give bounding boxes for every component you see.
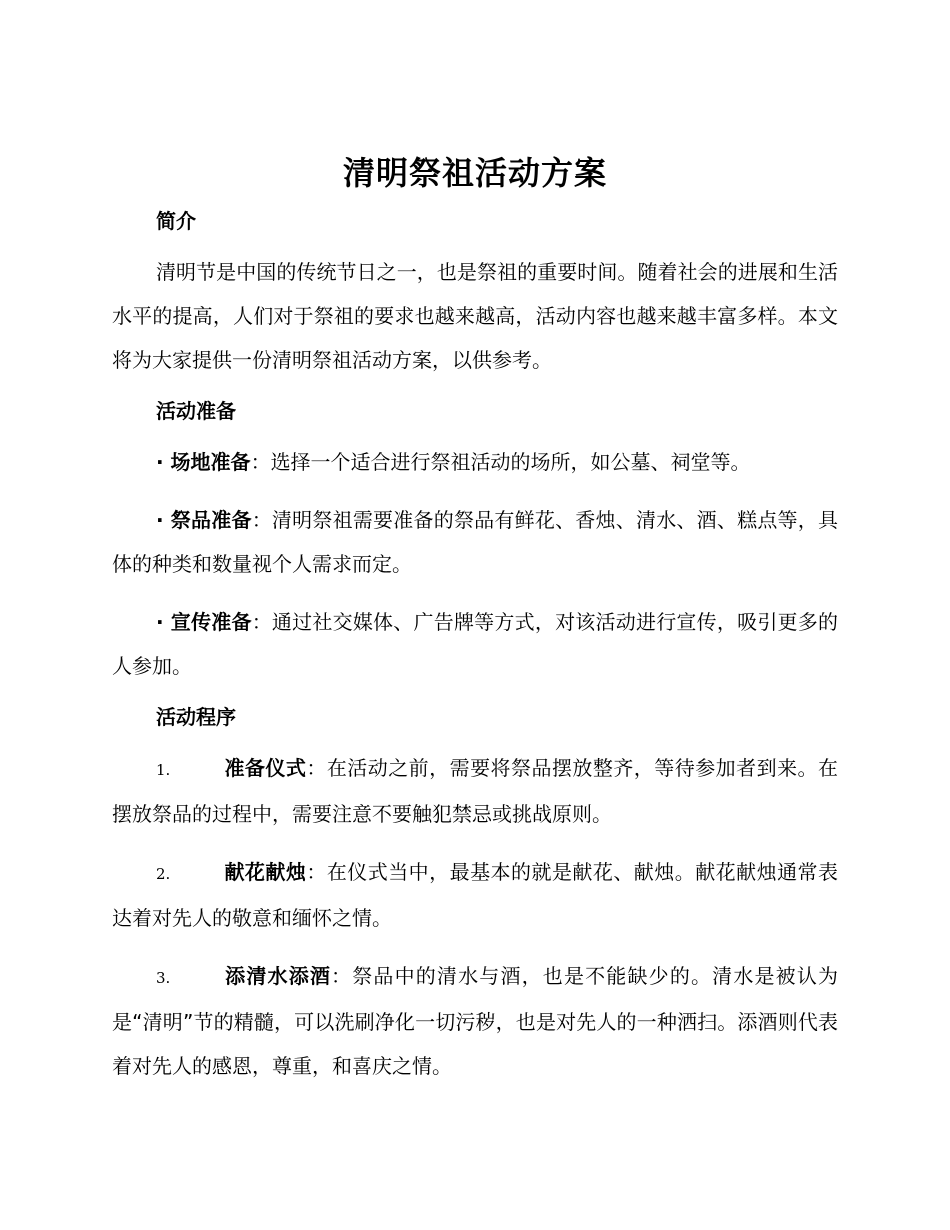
procedure-item-sep: ： bbox=[306, 756, 327, 780]
prep-item-label: · 宣传准备 bbox=[156, 610, 252, 634]
prep-item-label: · 祭品准备 bbox=[156, 508, 252, 532]
prep-item-venue bbox=[112, 440, 838, 484]
prep-item-label: · 场地准备 bbox=[156, 450, 251, 474]
procedure-item-text: 祭品中的清水与酒，也是不能缺少的。清水是被认为是“清明”节的精髓，可以洗刷净化一切污秽，也是对先人的一种洒扫。添酒则代表着对先人的感恩，尊重，和喜庆之情。 bbox=[112, 964, 839, 1078]
procedure-item-text: 在活动之前，需要将祭品摆放整齐，等待参加者到来。在摆放祭品的过程中，需要注意不要触犯禁忌或挑战原则。 bbox=[112, 756, 839, 826]
section-heading-preparation: 活动准备 bbox=[156, 399, 236, 423]
prep-item-sep: ： bbox=[250, 450, 271, 474]
prep-item-text: 通过社交媒体、广告牌等方式，对该活动进行宣传，吸引更多的人参加。 bbox=[112, 610, 839, 678]
intro-paragraph: 清明节是中国的传统节日之一，也是祭祖的重要时间。随着社会的进展和生活水平的提高，人们对于祭祖的要求也越来越高，活动内容也越来越丰富多样。本文将为大家提供一份清明祭祖活动方案，以供参考。 bbox=[112, 260, 838, 372]
procedure-item-sep: ： bbox=[331, 964, 353, 988]
prep-item-offerings bbox=[112, 498, 838, 586]
prep-item-text: 清明祭祖需要准备的祭品有鲜花、香烛、清水、酒、糕点等，具体的种类和数量视个人需求而定。 bbox=[112, 508, 839, 576]
procedure-item-ceremony bbox=[112, 746, 838, 836]
procedure-item-label: 准备仪式 bbox=[224, 756, 307, 780]
prep-item-text: 选择一个适合进行祭祖活动的场所，如公墓、祠堂等。 bbox=[270, 450, 751, 474]
procedure-item-label: 添清水添酒 bbox=[224, 964, 332, 988]
procedure-item-label: 献花献烛 bbox=[224, 860, 307, 884]
procedure-item-flowers-candles bbox=[112, 850, 838, 940]
procedure-item-number: 2. bbox=[156, 865, 171, 883]
document-title: 清明祭祖活动方案 bbox=[342, 154, 607, 192]
prep-item-sep: ： bbox=[251, 610, 272, 634]
procedure-item-text: 在仪式当中，最基本的就是献花、献烛。献花献烛通常表达着对先人的敬意和缅怀之情。 bbox=[112, 860, 839, 930]
prep-item-publicity bbox=[112, 600, 838, 688]
procedure-item-sep: ： bbox=[306, 860, 327, 884]
procedure-item-number: 3. bbox=[156, 969, 171, 987]
procedure-item-number: 1. bbox=[156, 761, 171, 779]
prep-item-sep: ： bbox=[251, 508, 272, 532]
section-heading-intro: 简介 bbox=[156, 209, 196, 233]
procedure-item-water-wine bbox=[112, 954, 838, 1088]
section-heading-procedure: 活动程序 bbox=[156, 705, 236, 729]
